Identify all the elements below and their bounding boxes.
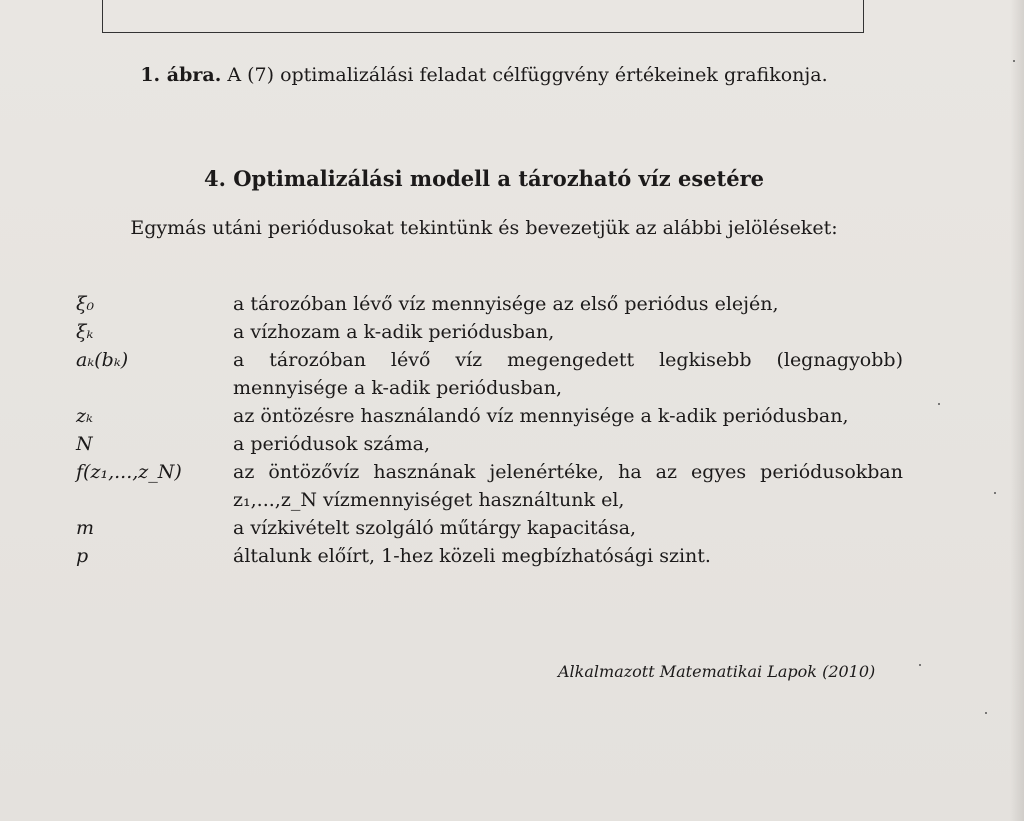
notation-row (76, 318, 906, 346)
notation-row (76, 346, 906, 402)
notation-symbol: f(z₁,...,z_N) (76, 461, 182, 483)
notation-description: a tározóban lévő víz mennyisége az első periódus elején, (233, 293, 779, 315)
figure-caption-text: A (7) optimalizálási feladat célfüggvény értékeinek grafikonja. (227, 64, 828, 86)
notation-symbol: aₖ(bₖ) (76, 349, 129, 371)
notation-row (76, 458, 906, 514)
notation-description: a vízkivételt szolgáló műtárgy kapacitása, (233, 517, 637, 539)
notation-symbol: ξₖ (76, 321, 94, 343)
figure-frame (102, 0, 864, 33)
notation-description: az öntözésre használandó víz mennyisége a k-adik periódusban, (233, 405, 849, 427)
scan-speck (994, 492, 996, 494)
notation-list (76, 290, 906, 570)
figure-caption-label: 1. ábra. (140, 64, 222, 86)
notation-row (76, 402, 906, 430)
notation-description: a tározóban lévő víz megengedett legkisebb (legnagyobb) mennyisége a k-adik periódusban, (233, 349, 903, 399)
notation-description: a vízhozam a k-adik periódusban, (233, 321, 555, 343)
notation-row (76, 542, 906, 570)
scan-speck (985, 712, 987, 714)
notation-symbol: p (76, 545, 89, 567)
scan-speck (938, 403, 940, 405)
notation-symbol: zₖ (76, 405, 93, 427)
section-title: 4. Optimalizálási modell a tározható víz esetére (204, 166, 764, 191)
notation-symbol: N (76, 433, 93, 455)
intro-paragraph: Egymás utáni periódusokat tekintünk és bevezetjük az alábbi jelöléseket: (130, 217, 838, 239)
journal-footer: Alkalmazott Matematikai Lapok (2010) (558, 662, 876, 681)
notation-symbol: m (76, 517, 95, 539)
notation-row (76, 514, 906, 542)
notation-row (76, 430, 906, 458)
notation-symbol: ξ₀ (76, 293, 95, 315)
notation-row (76, 290, 906, 318)
notation-description: a periódusok száma, (233, 433, 430, 455)
scan-speck (919, 664, 921, 666)
notation-description: az öntözővíz hasznának jelenértéke, ha az egyes periódusokban z₁,...,z_N vízmennyiséget használtunk el, (233, 461, 903, 511)
notation-description: általunk előírt, 1-hez közeli megbízhatósági szint. (233, 545, 711, 567)
figure-caption (0, 64, 968, 86)
page-edge-shadow (1010, 0, 1024, 821)
